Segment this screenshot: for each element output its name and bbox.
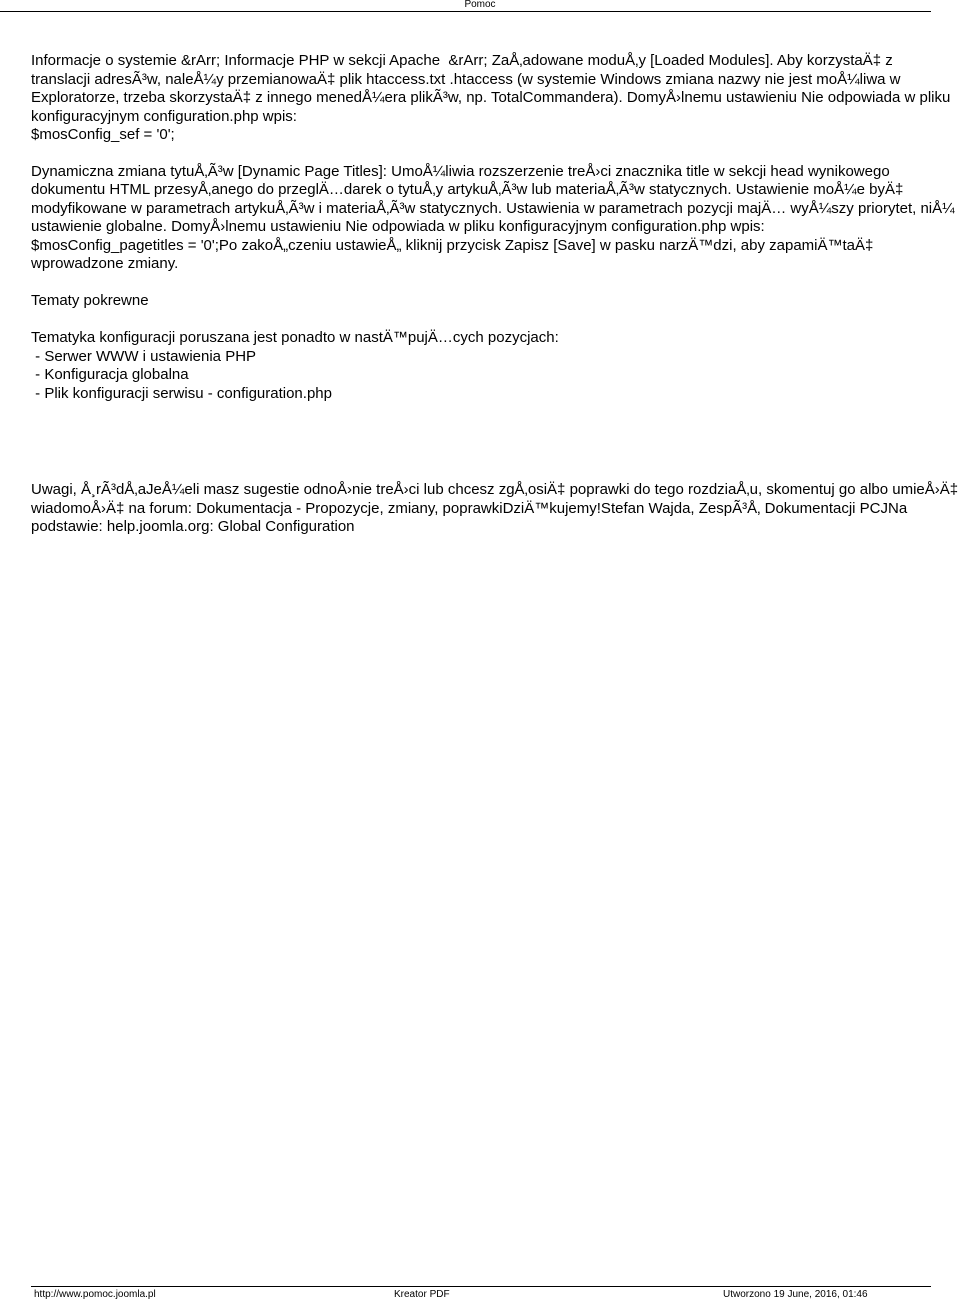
page-header — [0, 0, 960, 12]
page-footer — [0, 1286, 960, 1303]
footer-created-date: Utworzono 19 June, 2016, 01:46 — [723, 1289, 868, 1300]
related-topic-item[interactable]: - Konfiguracja globalna — [31, 366, 189, 383]
document-body — [31, 52, 960, 537]
page-header-title: Pomoc — [464, 0, 496, 10]
footer-generator: Kreator PDF — [394, 1289, 450, 1300]
paragraph-dynamic-titles: Dynamiczna zmiana tytuÅ‚Ã³w [Dynamic Page Titles]: UmoÅ¼liwia rozszerzenie treÅ›ci znacznika title w sekcji head wynikowego dokumentu HTML przesyÅ‚anego do przeglÄ…darek o tytuÅ‚y artykuÅ‚Ã³w lub materiaÅ‚Ã³w statycznych. Ustawienie moÅ¼e byÄ‡ modyfikowane w parametrach artykuÅ‚Ã³w i materiaÅ‚Ã³w statycznych. Ustawienia w parametrach pozycji majÄ… wyÅ¼szy priorytet, niÅ¼ ustawienie globalne. DomyÅ›lnemu ustawieniu Nie odpowiada w pliku konfiguracyjnym configuration.php wpis: $mosConfig_pagetitles = '0';Po zakoÅ„czeniu ustawieÅ„ kliknij przycisk Zapisz [Save] w pasku narzÄ™dzi, aby zapamiÄ™taÄ‡ wprowadzone zmiany. — [31, 162, 955, 272]
header-divider — [0, 11, 931, 12]
notes-sources-paragraph: Uwagi, Å¸rÃ³dÅ‚aJeÅ¼eli masz sugestie odnoÅ›nie treÅ›ci lub chcesz zgÅ‚osiÄ‡ poprawki do tego rozdziaÅ‚u, skomentuj go albo umieÅ›Ä‡ wiadomoÅ›Ä‡ na forum: Dokumentacja - Propozycje, zmiany, poprawkiDziÄ™kujemy!Stefan Wajda, ZespÃ³Å‚ Dokumentacji PCJNa podstawie: help.joomla.org: Global Configuration — [31, 481, 959, 535]
footer-url-link[interactable]: http://www.pomoc.joomla.pl — [34, 1289, 156, 1300]
paragraph-sef-urls: Informacje o systemie &rArr; Informacje PHP w sekcji Apache &rArr; ZaÅ‚adowane moduÅ‚y [Loaded Modules]. Aby korzystaÄ‡ z translacji adresÃ³w, naleÅ¼y przemianowaÄ‡ plik htaccess.txt .htaccess (w systemie Windows zmiana nazwy nie jest moÅ¼liwa w Exploratorze, trzeba skorzystaÄ‡ z innego menedÅ¼era plikÃ³w, np. TotalCommandera). DomyÅ›lnemu ustawieniu Nie odpowiada w pliku konfiguracyjnym configuration.php wpis: $mosConfig_sef = '0'; — [31, 52, 951, 143]
related-topics-heading: Tematy pokrewne — [31, 291, 149, 309]
related-topic-item[interactable]: - Plik konfiguracji serwisu - configuration.php — [31, 384, 332, 402]
related-topics-intro: Tematyka konfiguracji poruszana jest ponadto w nastÄ™pujÄ…cych pozycjach: — [31, 329, 559, 346]
related-topics-list — [31, 348, 960, 404]
related-topic-item[interactable]: - Serwer WWW i ustawienia PHP — [31, 347, 257, 365]
footer-divider — [31, 1286, 931, 1287]
